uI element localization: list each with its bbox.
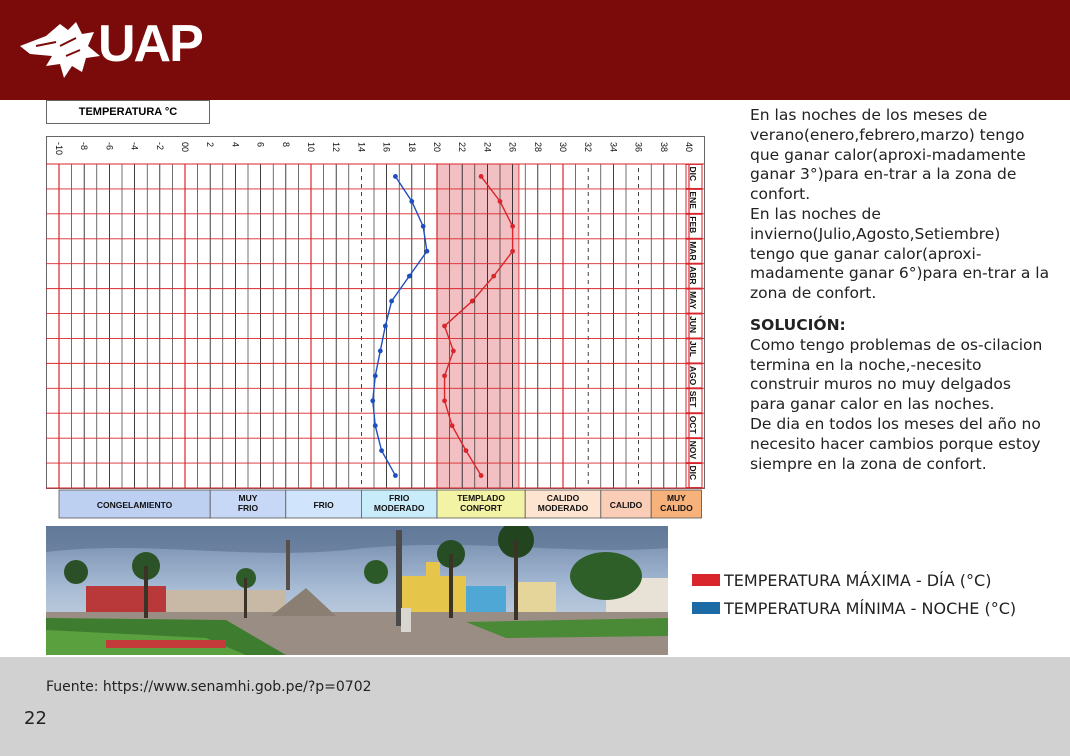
x-tick-label: 24 (482, 142, 493, 153)
x-tick-label: 14 (356, 142, 367, 153)
x-tick-label: -8 (79, 142, 90, 151)
min-temp-point (383, 324, 388, 329)
zone-label: FRIO (237, 503, 259, 513)
source-citation: Fuente: https://www.senamhi.gob.pe/?p=0702 (46, 679, 372, 695)
x-tick-label: 28 (532, 142, 543, 153)
month-label: JUN (688, 316, 698, 334)
min-temp-point (425, 249, 430, 254)
max-temp-point (470, 299, 475, 304)
max-temp-point (442, 324, 447, 329)
zone-label: MUY (666, 493, 686, 503)
max-temp-point (442, 373, 447, 378)
min-temp-point (407, 274, 412, 279)
month-label: JUL (688, 340, 698, 357)
zone-label: MODERADO (373, 503, 425, 513)
x-tick-label: 16 (381, 142, 392, 153)
x-tick-label: -4 (129, 142, 140, 151)
x-tick-label: 22 (457, 142, 468, 153)
x-tick-label: 8 (280, 142, 291, 148)
month-label: FEB (688, 216, 698, 234)
x-tick-label: 34 (608, 142, 619, 153)
header-bar (0, 0, 1070, 100)
month-label: DIC (688, 465, 698, 481)
x-tick-label: 36 (633, 142, 644, 153)
legend-item-min (692, 594, 1016, 622)
x-tick-label: 10 (306, 142, 316, 153)
bird-emblem-icon (20, 22, 100, 78)
x-tick-label: 00 (180, 142, 190, 153)
description-paragraph-4: De dia en todos los meses del año no necesito hacer cambios porque estoy siempre en la zona de confort. (750, 414, 1041, 473)
min-temp-point (379, 448, 384, 453)
zone-label: TEMPLADO (457, 493, 505, 503)
logo-text: UAP (98, 15, 202, 73)
month-label: AGO (688, 365, 698, 386)
plaza-panorama-photo (46, 526, 668, 655)
x-tick-label: 12 (331, 142, 342, 153)
description-paragraph-3: Como tengo problemas de os-cilacion termina en la noche,-necesito construir muros no muy delgados para ganar calor en las noches. (750, 335, 1043, 414)
legend-swatch-max (692, 574, 720, 586)
min-temp-point (393, 174, 398, 179)
x-tick-label: 30 (558, 142, 568, 153)
x-tick-label: 38 (658, 142, 669, 153)
zone-label: MODERADO (537, 503, 589, 513)
zone-label: CALIDO (660, 503, 693, 513)
zone-label: CALIDO (546, 493, 580, 503)
min-temp-point (370, 398, 375, 403)
min-temp-point (393, 473, 398, 478)
solution-heading: SOLUCIÓN: (750, 315, 846, 334)
x-tick-label: -2 (154, 142, 165, 151)
min-temp-point (378, 349, 383, 354)
min-temp-point (389, 299, 394, 304)
page-number: 22 (24, 708, 47, 729)
x-tick-label: 2 (205, 142, 216, 148)
max-temp-point (450, 423, 455, 428)
max-temp-point (479, 473, 484, 478)
zone-label: CALIDO (609, 500, 643, 510)
description (750, 106, 1050, 474)
zone-label: CONFORT (460, 503, 503, 513)
zone-label: FRIO (389, 493, 410, 503)
x-tick-label: 6 (255, 142, 266, 148)
x-tick-label: 4 (230, 142, 241, 148)
max-temp-point (479, 174, 484, 179)
min-temp-point (373, 373, 378, 378)
temperature-chart (46, 136, 708, 520)
min-temp-point (373, 423, 378, 428)
month-label: NOV (688, 440, 698, 460)
min-temp-point (421, 224, 426, 229)
max-temp-point (510, 224, 515, 229)
chart-legend (692, 566, 1016, 622)
legend-item-max (692, 566, 1016, 594)
month-label: SET (688, 390, 698, 408)
max-temp-point (451, 349, 456, 354)
month-label: MAY (688, 291, 698, 310)
x-tick-label: 26 (507, 142, 518, 153)
description-paragraph-2: En las noches de invierno(Julio,Agosto,Setiembre) tengo que ganar calor(aproxi-madamente ganar 6°)para en-trar a la zona de confort. (750, 204, 1050, 303)
x-tick-label: -6 (104, 142, 115, 151)
zone-label: CONGELAMIENTO (96, 500, 173, 510)
month-label: MAR (688, 241, 698, 261)
max-temp-point (442, 398, 447, 403)
legend-label-max: TEMPERATURA MÁXIMA - DÍA (°C) (724, 570, 992, 590)
max-temp-point (491, 274, 496, 279)
max-temp-point (510, 249, 515, 254)
zone-label: MUY (238, 493, 258, 503)
month-label: DIC (688, 166, 698, 182)
month-label: ENE (688, 191, 698, 209)
month-label: OCT (688, 415, 698, 434)
max-temp-point (464, 448, 469, 453)
x-tick-label: 40 (684, 142, 694, 153)
x-tick-label: 32 (583, 142, 594, 153)
legend-label-min: TEMPERATURA MÍNIMA - NOCHE (°C) (724, 598, 1017, 618)
chart-title: TEMPERATURA °C (46, 100, 210, 124)
x-tick-label: 20 (432, 142, 442, 153)
x-tick-label: 18 (406, 142, 417, 153)
footer-bar (0, 657, 1070, 756)
legend-swatch-min (692, 602, 720, 614)
max-temp-point (498, 199, 503, 204)
x-tick-label: -10 (54, 142, 64, 156)
comfort-zone-band (437, 164, 519, 488)
month-label: ABR (688, 266, 698, 285)
zone-label: FRIO (313, 500, 334, 510)
description-paragraph-1: En las noches de los meses de verano(enero,febrero,marzo) tengo que ganar calor(aproxi-madamente ganar 3°)para en-trar a la zona de confort. (750, 106, 1026, 204)
min-temp-point (409, 199, 414, 204)
